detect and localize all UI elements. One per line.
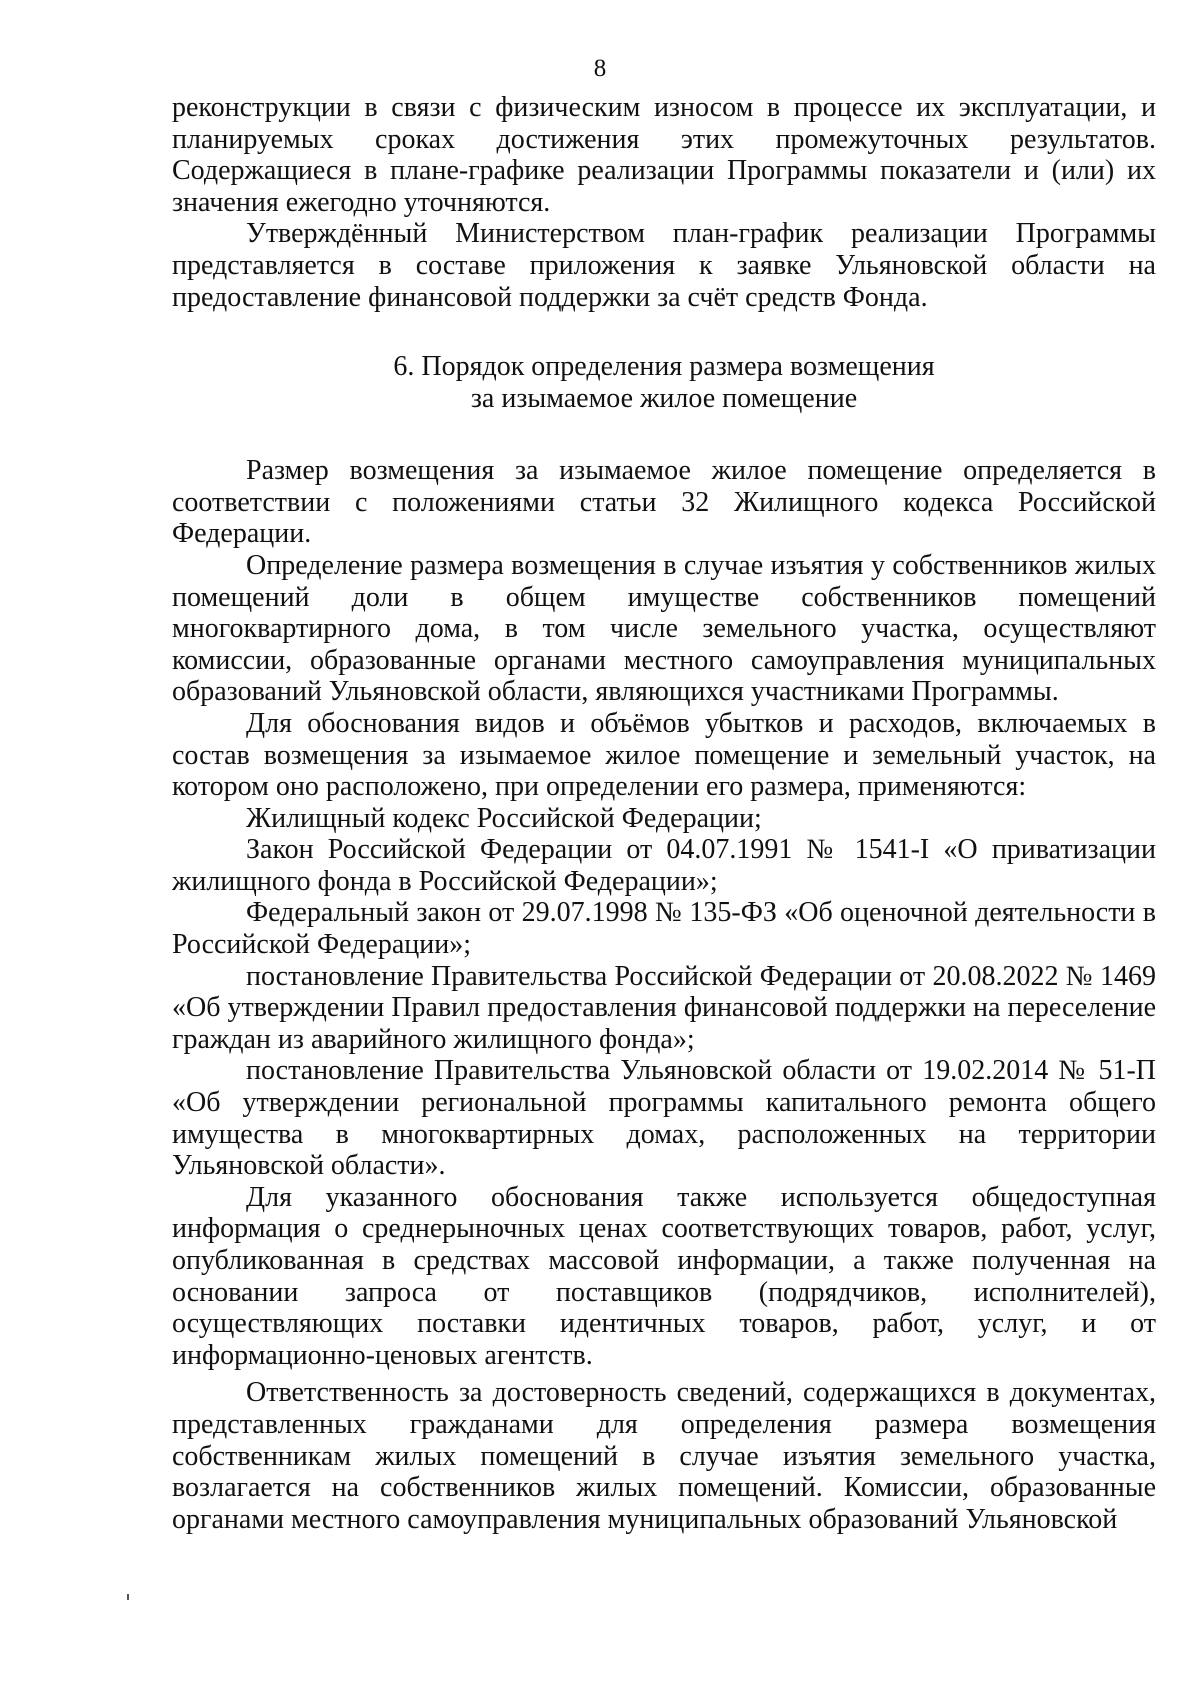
paragraph-market-prices: Для указанного обоснования также используется общедоступная информация о среднерыночных ценах соответствующих товаров, работ, услуг, опубликованная в средствах массовой информации, а также полученная на основании запроса от поставщиков (подрядчиков, исполнителей), осуществляющих поставки идентичных товаров, работ, услуг, и от информационно-ценовых агентств.	[172, 1181, 1156, 1371]
paragraph-commissions: Определение размера возмещения в случае изъятия у собственников жилых помещений доли в общем имуществе собственников помещений многоквартирного дома, в том числе земельного участка, осуществляют комиссии, образованные органами местного самоуправления муниципальных образований Ульяновской области, являющихся участниками Программы.	[172, 549, 1156, 708]
paragraph-intro-continuation: реконструкции в связи с физическим износом в процессе их эксплуатации, и планируемых сроках достижения этих промежуточных результатов. Содержащиеся в плане-графике реализации Программы показатели и (или) их значения ежегодно уточняются.	[172, 92, 1156, 218]
section-title-line-1: 6. Порядок определения размера возмещения	[393, 351, 935, 383]
document-body	[172, 92, 1156, 1535]
list-item-housing-code: Жилищный кодекс Российской Федерации;	[246, 802, 762, 834]
paragraph-responsibility: Ответственность за достоверность сведений, содержащихся в документах, представленных гражданами для определения размера возмещения собственникам жилых помещений в случае изъятия земельного участка, возлагается на собственников жилых помещений. Комиссии, образованные органами местного самоуправления муниципальных образований Ульяновской	[172, 1377, 1156, 1535]
paragraph-plan-schedule: Утверждённый Министерством план-график реализации Программы представляется в составе приложения к заявке Ульяновской области на предоставление финансовой поддержки за счёт средств Фонда.	[172, 218, 1156, 313]
paragraph-justification-sources: Для обоснования видов и объёмов убытков и расходов, включаемых в состав возмещения за изымаемое жилое помещение и земельный участок, на котором оно расположено, при определении его размера, применяются:	[172, 707, 1156, 803]
list-item-privatization-law: Закон Российской Федерации от 04.07.1991 № 1541-I «О приватизации жилищного фонда в Российской Федерации»;	[172, 834, 1156, 897]
page-number: 8	[593, 55, 607, 82]
list-item-regional-decree-51p: постановление Правительства Ульяновской области от 19.02.2014 № 51-П «Об утверждении региональной программы капитального ремонта общего имущества в многоквартирных домах, расположенных на территории Ульяновской области».	[172, 1055, 1156, 1182]
list-item-appraisal-law: Федеральный закон от 29.07.1998 № 135-ФЗ «Об оценочной деятельности в Российской Федерации»;	[172, 897, 1156, 961]
section-heading	[172, 351, 1156, 415]
section-title-line-2: за изымаемое жилое помещение	[470, 383, 858, 415]
paragraph-compensation-size: Размер возмещения за изымаемое жилое помещение определяется в соответствии с положениями статьи 32 Жилищного кодекса Российской Федерации.	[172, 455, 1156, 550]
scan-speck	[127, 1594, 129, 1600]
list-item-government-decree-1469: постановление Правительства Российской Федерации от 20.08.2022 № 1469 «Об утверждении Правил предоставления финансовой поддержки на переселение граждан из аварийного жилищного фонда»;	[172, 960, 1156, 1055]
